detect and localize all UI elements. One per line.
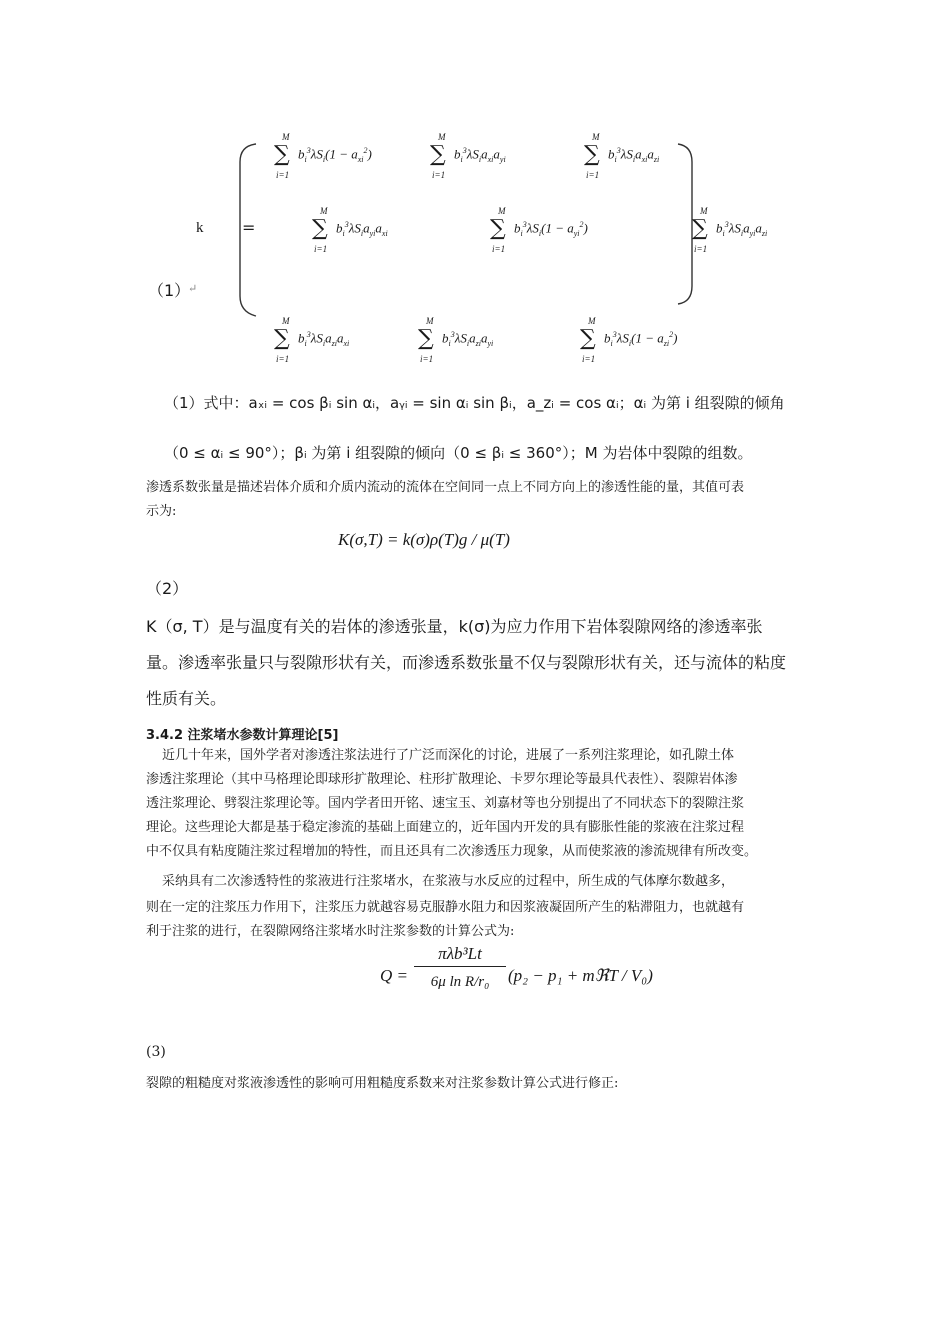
section-heading: 3.4.2 注浆堵水参数计算理论[5] <box>146 728 339 743</box>
k-symbol: k <box>196 220 204 236</box>
paragraph-roughness: 裂隙的粗糙度对浆液渗透性的影响可用粗糙度系数来对注浆参数计算公式进行修正: <box>146 1076 619 1091</box>
paragraph-tensor-line-1: K（σ, T）是与温度有关的岩体的渗透张量，k(σ)为应力作用下岩体裂隙网络的渗透率张 <box>146 617 763 636</box>
return-mark: ↵ <box>188 282 198 295</box>
paragraph-theory-line-2: 渗透注浆理论（其中马格理论即球形扩散理论、柱形扩散理论、卡罗尔理论等最具代表性）、裂隙岩体渗 <box>146 772 738 787</box>
paragraph-permeability-line-2: 示为: <box>146 504 177 519</box>
equation-3-denominator: 6μ ln R/r₀ <box>430 974 490 990</box>
equation-label-3: (3) <box>146 1044 166 1060</box>
paragraph-tensor-line-3: 性质有关。 <box>146 689 227 708</box>
paragraph-tensor-line-2: 量。渗透率张量只与裂隙形状有关，而渗透系数张量不仅与裂隙形状有关，还与流体的粘度 <box>146 653 787 672</box>
equation-3-numerator: πλb³Lt <box>414 944 506 967</box>
equation-label-2: （2） <box>146 579 189 598</box>
left-bracket <box>232 140 262 320</box>
paragraph-theory-line-5: 中不仅具有粘度随注浆过程增加的特性，而且还具有二次渗透压力现象，从而使浆液的渗流规律有所改变。 <box>146 844 758 859</box>
definition-line-2: （0 ≤ αᵢ ≤ 90°）；βᵢ 为第 i 组裂隙的倾向（0 ≤ βᵢ ≤ 360°）；M 为岩体中裂隙的组数。 <box>164 444 753 462</box>
equation-3-lhs: Q = <box>380 966 408 985</box>
definition-line-1: （1）式中：aₓᵢ = cos βᵢ sin αᵢ，aᵧᵢ = sin αᵢ sin βᵢ，a_zᵢ = cos αᵢ；αᵢ 为第 i 组裂隙的倾角 <box>164 394 785 412</box>
paragraph-theory-line-3: 透注浆理论、劈裂注浆理论等。国内学者田开铭、速宝玉、刘嘉材等也分别提出了不同状态下的裂隙注浆 <box>146 796 745 811</box>
paragraph-grouting-line-1: 采纳具有二次渗透特性的浆液进行注浆堵水，在浆液与水反应的过程中，所生成的气体摩尔数越多， <box>162 874 735 889</box>
equation-3-rhs: (p₂ − p₁ + mℜT / V₀) <box>508 966 653 985</box>
equals-sign: = <box>242 218 256 237</box>
paragraph-grouting-line-3: 利于注浆的进行，在裂隙网络注浆堵水时注浆参数的计算公式为: <box>146 924 515 939</box>
paragraph-theory-line-4: 理论。这些理论大都是基于稳定渗流的基础上面建立的，近年国内开发的具有膨胀性能的浆液在注浆过程 <box>146 820 745 835</box>
equation-2: K(σ,T) = k(σ)ρ(T)g / μ(T) <box>338 530 510 549</box>
paragraph-permeability-line-1: 渗透系数张量是描述岩体介质和介质内流动的流体在空间同一点上不同方向上的渗透性能的量，其值可表 <box>146 480 745 495</box>
paragraph-grouting-line-2: 则在一定的注浆压力作用下，注浆压力就越容易克服静水阻力和因浆液凝固所产生的粘滞阻力，也就越有 <box>146 900 745 915</box>
paragraph-theory-line-1: 近几十年来，国外学者对渗透注浆法进行了广泛而深化的讨论，进展了一系列注浆理论，如孔隙土体 <box>162 748 735 763</box>
equation-label-1: （1） <box>148 281 191 300</box>
